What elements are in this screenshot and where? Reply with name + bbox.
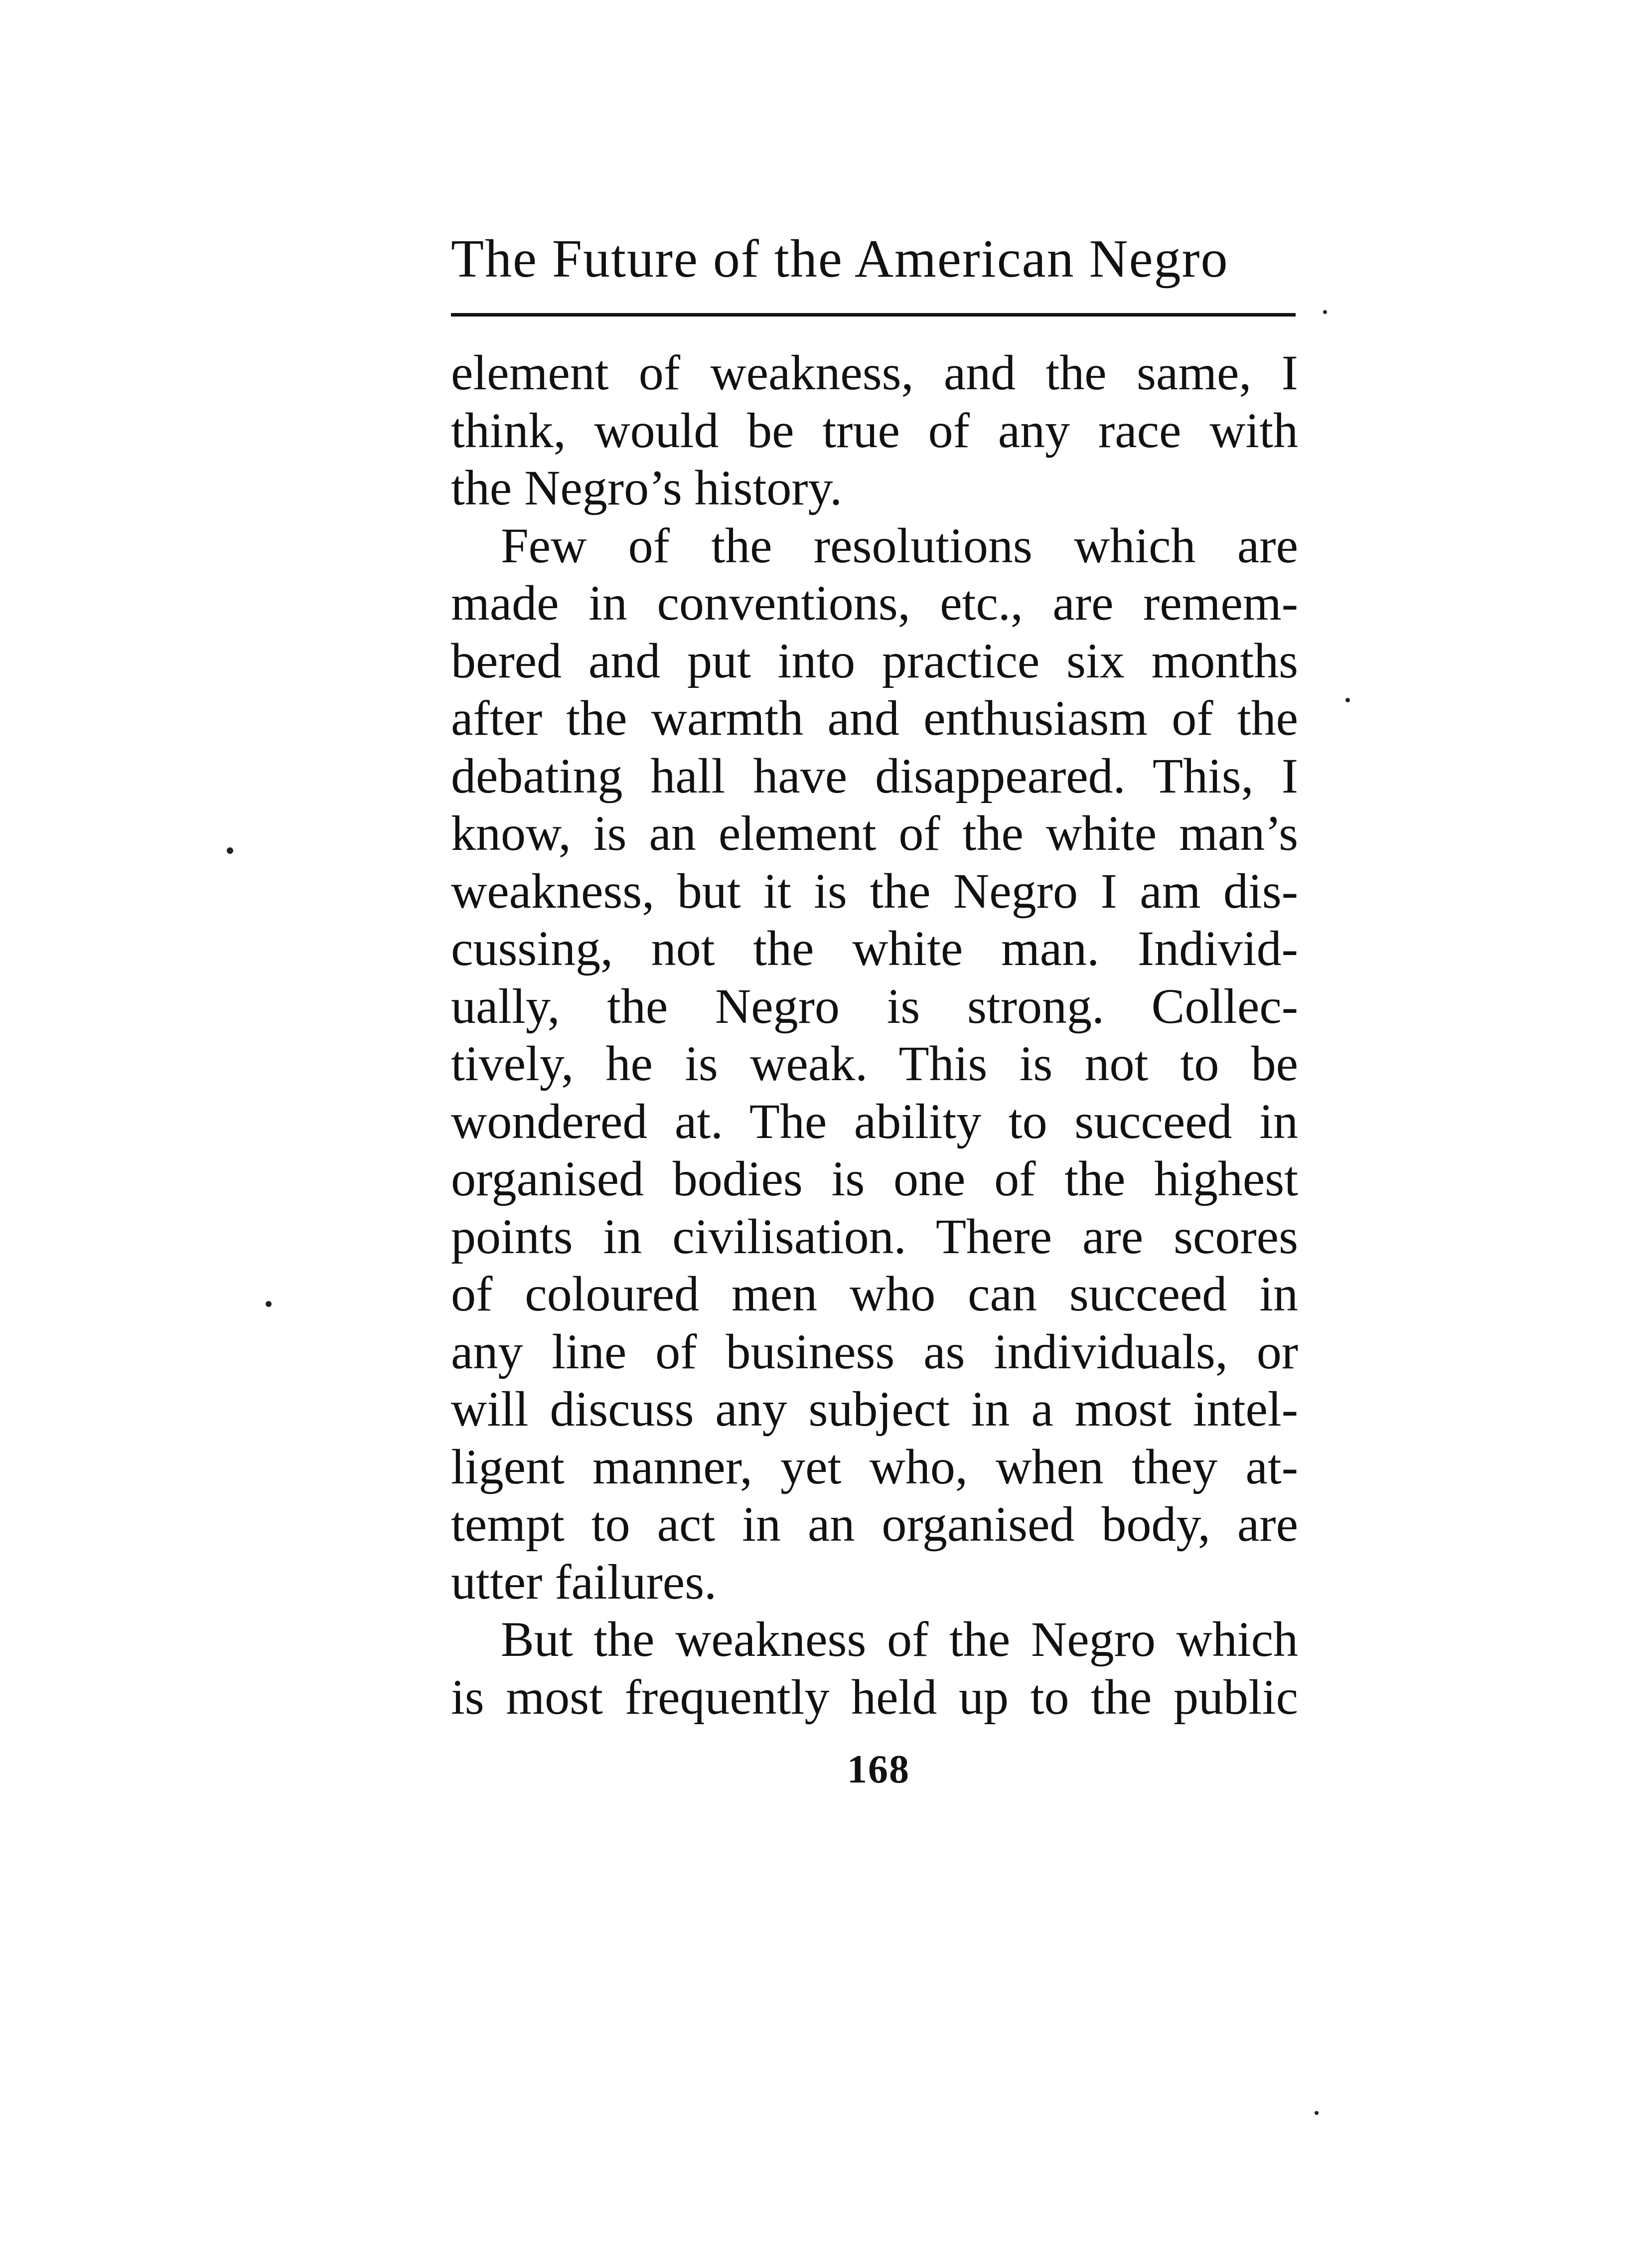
text-line: debating hall have disappeared. This, I	[451, 748, 1298, 804]
text-line: any line of business as individuals, or	[451, 1323, 1298, 1379]
text-line: utter failures.	[451, 1554, 717, 1610]
text-line: tively, he is weak. This is not to be	[451, 1036, 1298, 1091]
text-line: tempt to act in an organised body, are	[451, 1496, 1298, 1552]
text-line: But the weakness of the Negro which	[501, 1612, 1298, 1667]
text-line: think, would be true of any race with	[451, 402, 1298, 458]
text-line: ually, the Negro is strong. Collec-	[451, 978, 1298, 1034]
scan-speck	[1345, 698, 1350, 702]
text-line: weakness, but it is the Negro I am dis-	[451, 863, 1298, 919]
scan-speck	[1315, 2111, 1319, 2115]
text-line: bered and put into practice six months	[451, 633, 1298, 688]
header-rule	[451, 313, 1296, 317]
scan-speck	[266, 1301, 272, 1307]
scan-speck	[227, 847, 233, 854]
body-text	[451, 344, 1298, 1726]
text-line: points in civilisation. There are scores	[451, 1208, 1298, 1264]
text-line: wondered at. The ability to succeed in	[451, 1093, 1298, 1149]
text-line: of coloured men who can succeed in	[451, 1266, 1298, 1321]
page-number: 168	[847, 1748, 910, 1791]
running-head: The Future of the American Negro	[451, 229, 1229, 289]
text-line: know, is an element of the white man’s	[451, 806, 1298, 861]
text-line: after the warmth and enthusiasm of the	[451, 690, 1298, 746]
text-line: Few of the resolutions which are	[501, 517, 1298, 573]
text-line: the Negro’s history.	[451, 460, 843, 515]
text-line: cussing, not the white man. Individ-	[451, 921, 1298, 976]
text-line: will discuss any subject in a most intel-	[451, 1381, 1298, 1437]
text-line: organised bodies is one of the highest	[451, 1151, 1298, 1206]
scan-speck	[1323, 310, 1327, 314]
text-line: made in conventions, etc., are remem-	[451, 575, 1298, 631]
text-line: is most frequently held up to the public	[451, 1669, 1298, 1725]
text-line: ligent manner, yet who, when they at-	[451, 1439, 1298, 1494]
text-line: element of weakness, and the same, I	[451, 345, 1298, 400]
